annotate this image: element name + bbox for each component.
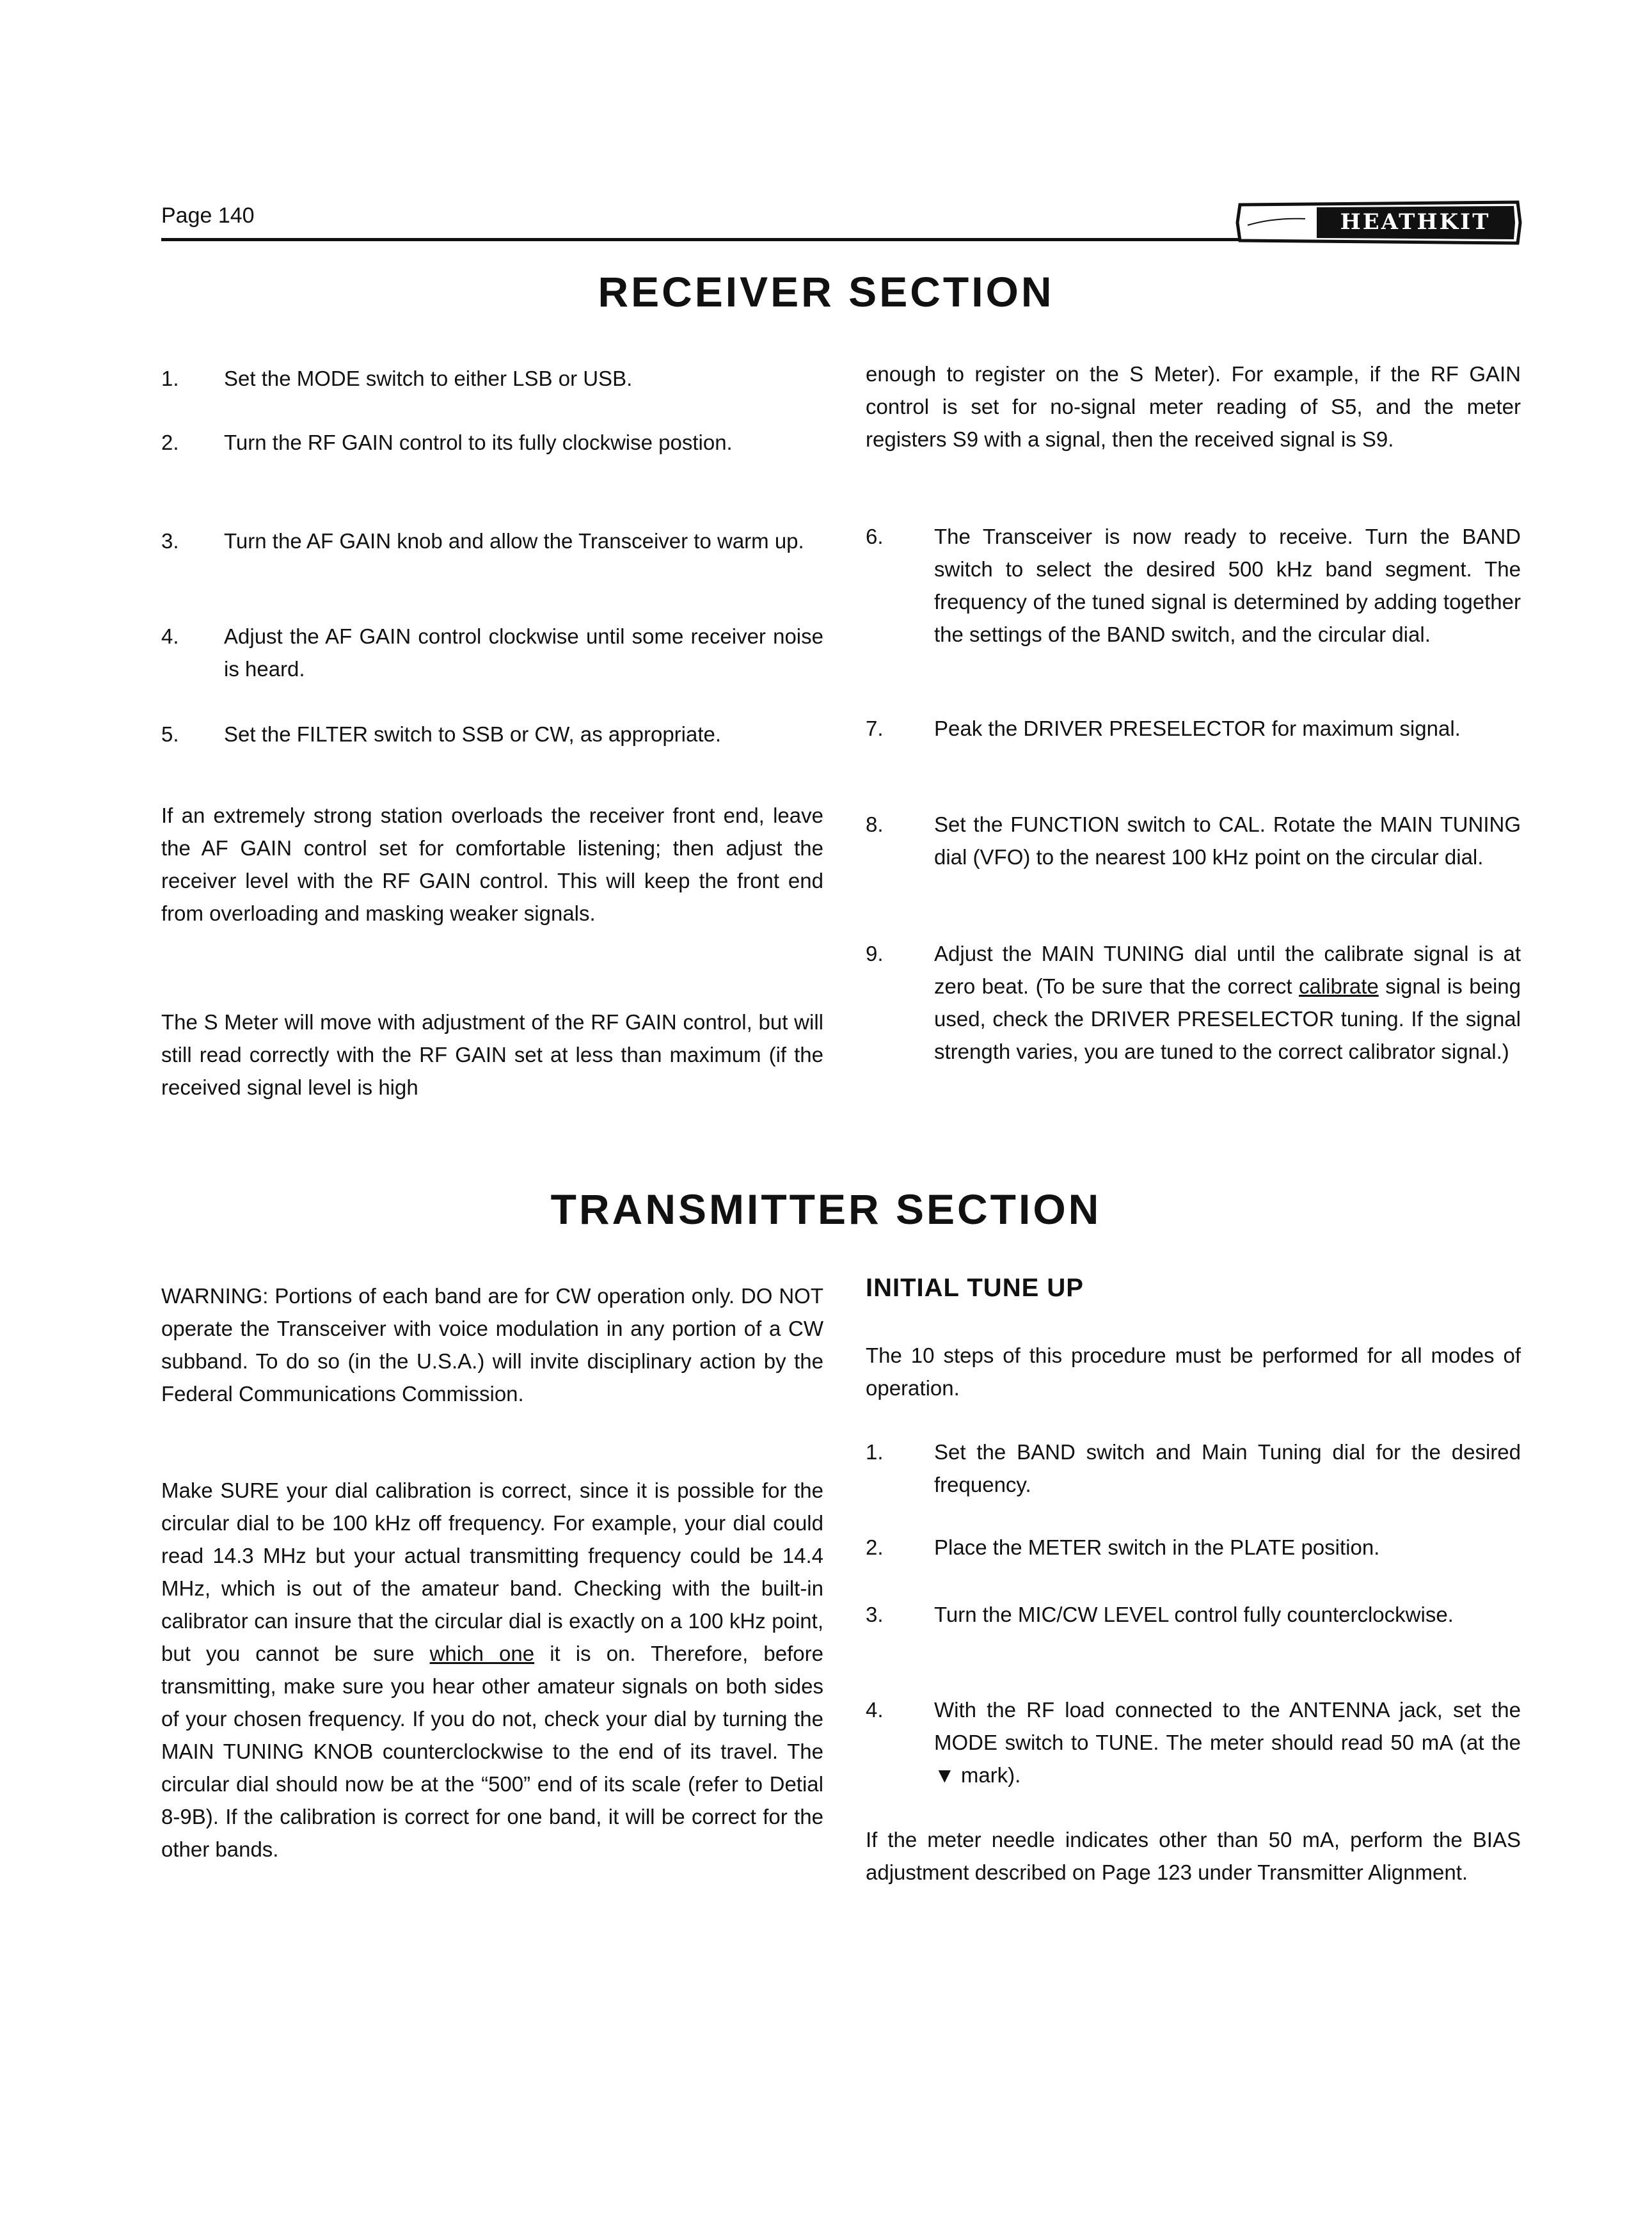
s-meter-paragraph-continued: enough to register on the S Meter). For example, if the RF GAIN control is set for no-signal meter reading of S5, and the meter registers S9 with a signal, then the received signal is S9. xyxy=(866,362,1521,451)
receiver-step-7: 7. Peak the DRIVER PRESELECTOR for maximum signal. xyxy=(866,717,1461,740)
tune-step-2: 2. Place the METER switch in the PLATE position. xyxy=(866,1535,1380,1559)
tune-step-4: 4. With the RF load connected to the ANTENNA jack, set the MODE switch to TUNE. The meter should read 50 mA (at the ▼ mark). xyxy=(866,1698,1521,1787)
receiver-section-title: RECEIVER SECTION xyxy=(598,268,1054,315)
receiver-step-8: 8. Set the FUNCTION switch to CAL. Rotate the MAIN TUNING dial (VFO) to the nearest 100 kHz point on the circular dial. xyxy=(866,813,1521,869)
receiver-step-2: 2. Turn the RF GAIN control to its fully clockwise postion. xyxy=(161,431,733,454)
receiver-step-5: 5. Set the FILTER switch to SSB or CW, as appropriate. xyxy=(161,722,722,746)
receiver-step-6: 6. The Transceiver is now ready to receive. Turn the BAND switch to select the desired 500 kHz band segment. The frequency of the tuned signal is determined by adding together the settings of the BAND switch, and the circular dial. xyxy=(866,525,1521,646)
receiver-step-3: 3. Turn the AF GAIN knob and allow the Transceiver to warm up. xyxy=(161,529,804,553)
receiver-step-1: 1. Set the MODE switch to either LSB or USB. xyxy=(161,367,633,390)
tune-step-1: 1. Set the BAND switch and Main Tuning dial for the desired frequency. xyxy=(866,1440,1521,1496)
tune-up-intro: The 10 steps of this procedure must be performed for all modes of operation. xyxy=(866,1344,1521,1400)
receiver-step-9: 9. Adjust the MAIN TUNING dial until the calibrate signal is at zero beat. (To be sure that the correct calibrate signal is being used, check the DRIVER PRESELECTOR tuning. If the signal strength varies, you are tuned to the correct calibrator signal.) xyxy=(866,942,1521,1063)
page-number: Page 140 xyxy=(161,203,255,228)
warning-paragraph: WARNING: Portions of each band are for CW operation only. DO NOT operate the Transceiver with voice modulation in any portion of a CW subband. To do so (in the U.S.A.) will invite disciplinary action by the Federal Communications Commission. xyxy=(161,1284,823,1406)
bias-paragraph: If the meter needle indicates other than 50 mA, perform the BIAS adjustment described on Page 123 under Transmitter Alignment. xyxy=(866,1828,1521,1884)
s-meter-paragraph: The S Meter will move with adjustment of the RF GAIN control, but will still read correctly with the RF GAIN set at less than maximum (if the received signal level is high xyxy=(161,1010,823,1099)
initial-tune-up-heading: INITIAL TUNE UP xyxy=(866,1274,1084,1302)
heathkit-logo xyxy=(1235,200,1523,246)
svg-text:HEATHKIT: HEATHKIT xyxy=(1340,209,1491,235)
calibration-paragraph: Make SURE your dial calibration is correct, since it is possible for the circular dial to be 100 kHz off frequency. For example, your dial could read 14.3 MHz but your actual transmitting frequency could be 14.4 MHz, which is out of the amateur band. Checking with the built-in calibrator can insure that the circular dial is exactly on a 100 kHz point, but you cannot be sure which one it is on. Therefore, before transmitting, make sure you hear other amateur signals on both sides of your chosen frequency. If you do not, check your dial by turning the MAIN TUNING KNOB counterclockwise to the end of its travel. The circular dial should now be at the “500” end of its scale (refer to Detial 8-9B). If the calibration is correct for one band, it will be correct for the other bands. xyxy=(161,1479,823,1861)
transmitter-section-title: TRANSMITTER SECTION xyxy=(550,1185,1102,1233)
overload-paragraph: If an extremely strong station overloads the receiver front end, leave the AF GAIN control set for comfortable listening; then adjust the receiver level with the RF GAIN control. This will keep the front end from overloading and masking weaker signals. xyxy=(161,804,823,925)
receiver-step-4: 4. Adjust the AF GAIN control clockwise until some receiver noise is heard. xyxy=(161,624,823,681)
tune-step-3: 3. Turn the MIC/CW LEVEL control fully counterclockwise. xyxy=(866,1603,1454,1626)
header-rule xyxy=(161,238,1262,241)
